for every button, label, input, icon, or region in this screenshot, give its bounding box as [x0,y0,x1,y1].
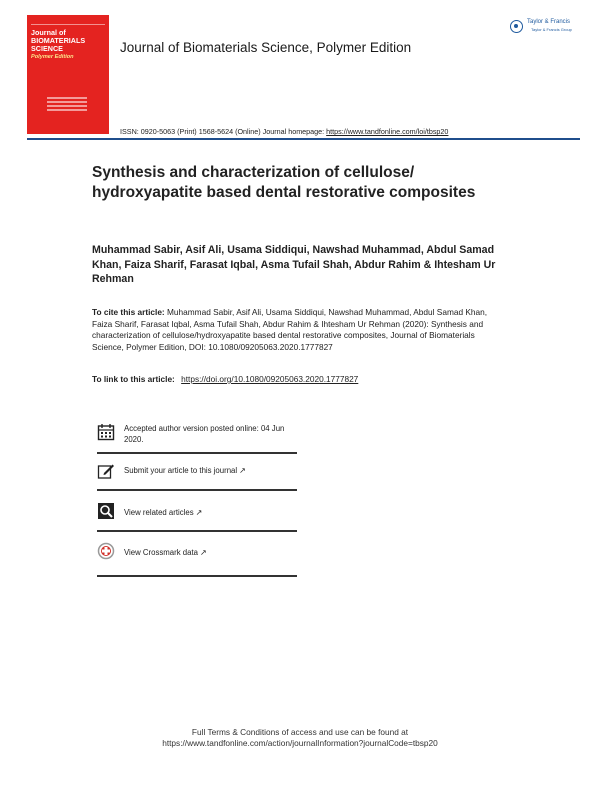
citation-block [92,307,507,353]
article-link-row [92,374,512,384]
crossmark-link[interactable] [124,547,299,558]
journal-title[interactable]: Journal of Biomaterials Science, Polymer Edition [120,40,412,55]
action-divider-3 [97,530,297,532]
crossmark-row[interactable] [97,542,297,560]
cover-top-strip [31,19,105,25]
crossmark-label: View Crossmark data [124,548,198,557]
related-articles-link[interactable] [124,507,299,518]
search-document-icon [97,502,115,520]
publisher-group: Taylor & Francis Group [531,27,572,32]
action-divider-1 [97,452,297,454]
issn-line [120,127,448,136]
article-title: Synthesis and characterization of cellulose/ hydroxyapatite based dental restorative composites [92,164,476,201]
cite-doi-link[interactable]: 10.1080/09205063.2020.1777827 [208,341,333,352]
submit-article-label: Submit your article to this journal [124,466,238,475]
journal-homepage-link[interactable]: https://www.tandfonline.com/loi/tbsp20 [326,127,449,136]
action-divider-2 [97,489,297,491]
cover-title: Journal of BIOMATERIALS SCIENCE [31,28,86,53]
external-link-icon: ↗ [195,508,203,517]
external-link-icon: ↗ [239,466,246,475]
publisher-logo-icon [510,20,523,33]
publisher-name: Taylor & Francis [527,19,571,25]
footer-terms-link[interactable]: https://www.tandfonline.com/action/journalInformation?journalCode=tbsp20 [162,738,438,748]
edit-pencil-icon [97,462,115,480]
submit-article-link[interactable] [124,465,299,476]
cite-label: To cite this article: [92,307,165,317]
terms-footer [0,727,600,749]
calendar-icon [97,423,115,441]
journal-cover-thumbnail [27,15,109,134]
external-link-icon: ↗ [199,548,207,557]
header-divider [27,138,580,140]
issn-text: ISSN: 0920-5063 (Print) 1568-5624 (Online) Journal homepage: [120,127,325,136]
footer-line-1: Full Terms & Conditions of access and use can be found at [191,727,409,737]
article-doi-link[interactable]: https://doi.org/10.1080/09205063.2020.1777827 [181,374,359,384]
cover-text-lines [47,97,87,113]
publisher-logo[interactable] [510,18,580,38]
related-articles-label: View related articles [124,508,194,517]
cover-subtitle: Polymer Edition [31,54,74,60]
accepted-version-text: Accepted author version posted online: 04 Jun 2020. [124,424,285,444]
crossmark-icon [97,542,115,560]
accepted-version-row [97,423,297,447]
article-authors: Muhammad Sabir, Asif Ali, Usama Siddiqui, Nawshad Muhammad, Abdul Samad Khan, Faiza Sharif, Farasat Iqbal, Asma Tufail Shah, Abdur Rahim & Ihtesham Ur Rehman [92,244,496,285]
cite-text: Muhammad Sabir, Asif Ali, Usama Siddiqui, Nawshad Muhammad, Abdul Samad Khan, Faiza Sharif, Farasat Iqbal, Asma Tufail Shah, Abdur Rahim & Ihtesham Ur Rehman (2020): Synthesis and characterization of cellulose/hydroxyapatite based dental restorative composites, Journal of Biomaterials Science, Polymer Edition, DOI: [92,307,488,352]
submit-article-row[interactable] [97,462,297,480]
link-label: To link to this article: [92,374,175,384]
action-divider-4 [97,575,297,577]
related-articles-row[interactable] [97,502,297,520]
